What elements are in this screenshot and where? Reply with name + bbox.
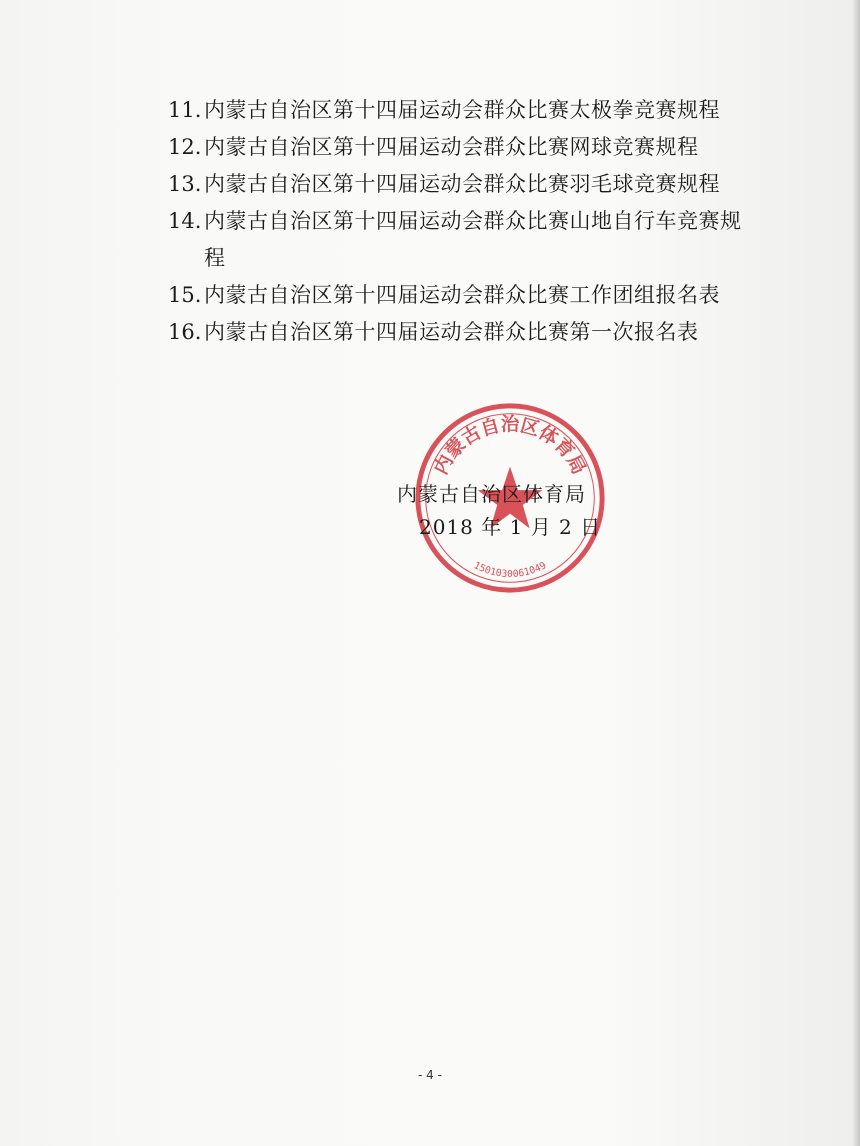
page-number: - 4 - <box>418 1068 442 1082</box>
attachment-item-11 <box>168 92 768 129</box>
attachment-title: 内蒙古自治区第十四届运动会群众比赛工作团组报名表 <box>204 283 720 307</box>
attachment-number: 16. <box>168 320 202 344</box>
attachment-title: 内蒙古自治区第十四届运动会群众比赛第一次报名表 <box>204 320 699 344</box>
seal-code: 1501030061049 <box>471 560 549 580</box>
attachment-number: 15. <box>168 283 202 307</box>
attachment-item-15 <box>168 277 768 314</box>
seal-text: 内蒙古自治区体育局 <box>430 414 590 479</box>
attachment-number: 14. <box>168 209 202 233</box>
attachment-number: 11. <box>168 98 202 122</box>
attachment-list <box>168 92 768 351</box>
signature-block <box>397 478 637 544</box>
attachment-item-14 <box>168 203 768 277</box>
attachment-title: 内蒙古自治区第十四届运动会群众比赛太极拳竞赛规程 <box>204 98 720 122</box>
attachment-item-13 <box>168 166 768 203</box>
attachment-number: 12. <box>168 135 202 159</box>
attachment-title: 内蒙古自治区第十四届运动会群众比赛网球竞赛规程 <box>204 135 699 159</box>
attachment-item-12 <box>168 129 768 166</box>
attachment-title: 内蒙古自治区第十四届运动会群众比赛羽毛球竞赛规程 <box>204 172 720 196</box>
issuing-organization: 内蒙古自治区体育局 <box>397 482 586 506</box>
attachment-item-16 <box>168 314 768 351</box>
page-edge-shadow <box>852 0 860 1146</box>
attachment-title: 内蒙古自治区第十四届运动会群众比赛山地自行车竞赛规程 <box>204 209 742 270</box>
issue-date: 2018 年 1 月 2 日 <box>419 515 602 539</box>
attachment-number: 13. <box>168 172 202 196</box>
